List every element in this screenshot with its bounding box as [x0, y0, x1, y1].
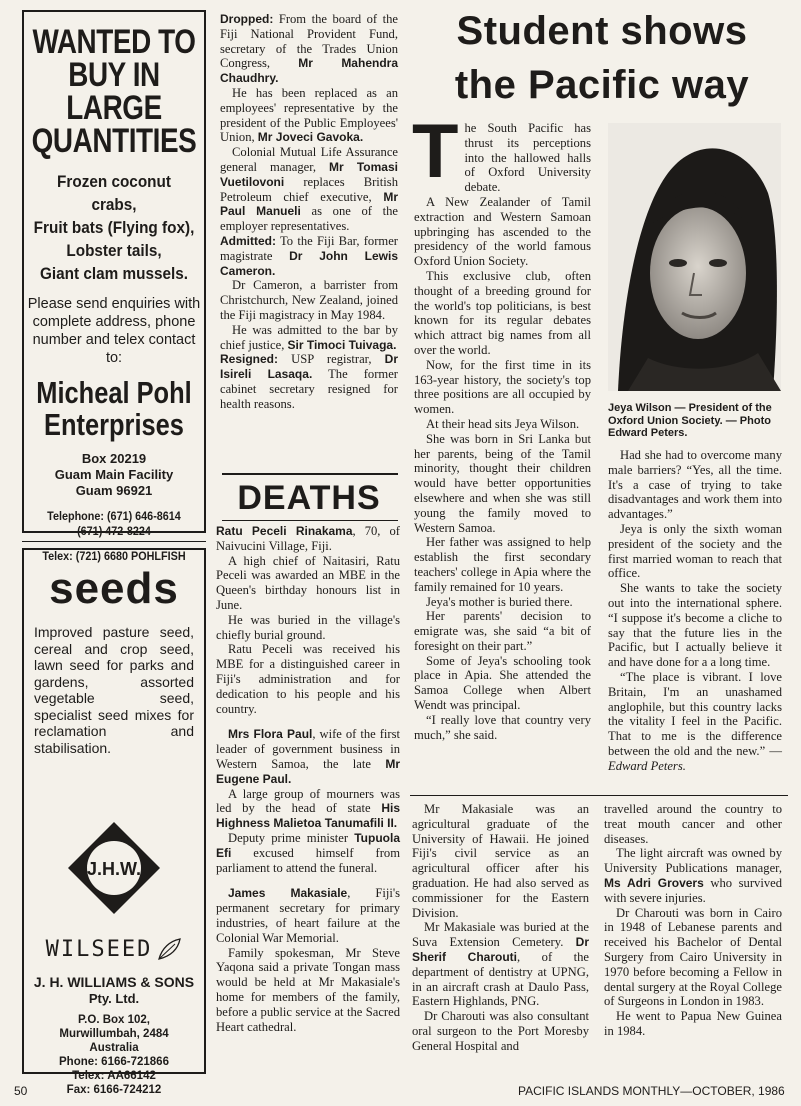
paragraph: “The place is vibrant. I love Britain, I'm an unashamed anglophile, but this country lacks the vitality I feel in the Pacific. That to me is the difference between the old and the new.” — Edward Peters. [608, 669, 782, 773]
ad-wanted-phone: Telephone: (671) 646-8614 (671) 472-8224 [47, 509, 181, 538]
paragraph: Mr Makasiale was an agricultural graduate of the University of Hawaii. He joined Fiji's civil service as an agricultural officer after his graduation. He had also served as commissioner for the Eastern Division. [412, 802, 589, 920]
paragraph: Dr Cameron, a barrister from Christchurch, New Zealand, joined the Fiji magistracy in May 1984. [220, 278, 398, 322]
deaths-rule [222, 473, 398, 475]
paragraph: Mr Makasiale was buried at the Suva Extension Cemetery. Dr Sherif Charouti, of the department of dentistry at UPNG, in an aircraft crash at Daulo Pass, Eastern Highlands, PNG. [412, 920, 590, 1009]
paragraph: Dr Charouti was also consultant oral surgeon to the Port Moresby General Hospital and [412, 1009, 589, 1053]
jhw-logo-text: J.H.W. [86, 859, 142, 879]
paragraph: Had she had to overcome many male barriers? “Yes, all the time. It's a case of trying to take disadvantages and work them into advantages.” [608, 448, 782, 522]
paragraph: He has been replaced as an employees' representative by the president of the Public Employees' Union, Mr Joveci Gavoka. [220, 85, 398, 145]
paragraph: Family spokesman, Mr Steve Yaqona said a private Tongan mass would be held at Mr Makasiale's home for members of the family, before a public service at the Sacred Heart cathedral. [216, 945, 400, 1034]
ad-seeds-address: P.O. Box 102, Murwillumbah, 2484 Australia Phone: 6166-721866 Telex: AA66142 Fax: 6166-724212 [59, 1014, 169, 1096]
deaths-rule [222, 520, 398, 521]
ad-seeds-title: seeds [49, 564, 179, 613]
paragraph: A large group of mourners was led by the head of state His Highness Malietoa Tanumafili II. [216, 786, 400, 831]
ad-divider [22, 541, 206, 542]
paragraph: “I really love that country very much,” she said. [414, 712, 591, 742]
jhw-logo-icon [66, 820, 162, 916]
paragraph: The light aircraft was owned by University Publications manager, Ms Adri Grovers who survived with severe injuries. [604, 846, 782, 905]
paragraph: She was born in Sri Lanka but her parents, being of the Tamil minority, thought their children would have better opportunities elsewhere and when she was still young the family moved to Western Samoa. [414, 431, 591, 535]
paragraph: Jeya's mother is buried there. [426, 594, 573, 609]
ad-seeds [22, 548, 206, 1096]
wilseed-brand [24, 936, 204, 962]
paragraph: A New Zealander of Tamil extraction and Western Samoan upbringing has ascended to the presidency of the world famous Oxford Union Society. [414, 194, 591, 269]
paragraph: She wants to take the society out into the international sphere. “I suppose it's become a cliche to say that the future lies in the Pacific, but I actually believe it and have done for a a long time. [608, 581, 782, 670]
ad-seeds-text: Improved pasture seed, cereal and crop seed, lawn seed for parks and gardens, assorted vegetable seed, specialist seed mixes for reclamation and stabilisation. [34, 624, 194, 756]
page-number: 50 [14, 1084, 28, 1098]
ad-wanted-address: Box 20219 Guam Main Facility Guam 96921 [54, 451, 174, 498]
leaf-icon [156, 936, 182, 962]
ad-seeds-company: J. H. WILLIAMS & SONS [33, 974, 195, 990]
ad-wanted-telex: Telex: (721) 6680 POHLFISH [42, 549, 186, 563]
byline: Edward Peters. [608, 758, 686, 773]
paragraph: At their head sits Jeya Wilson. [426, 416, 580, 431]
appointments-column [220, 12, 398, 412]
paragraph: Deputy prime minister Tupuola Efi excused himself from parliament to attend the funeral. [216, 830, 400, 875]
paragraph: Her parents' decision to emigrate was, she said “a bit of foresight on their part.” [414, 609, 591, 653]
paragraph: He was buried in the village's chiefly burial ground. [216, 612, 400, 642]
resigned-paragraph: Resigned: USP registrar, Dr Isireli Lasaqa. The former cabinet secretary resigned for health reasons. [220, 352, 398, 411]
ad-wanted-enquiry: Please send enquiries with complete address, phone number and telex contact to: [27, 296, 201, 366]
article-headline: Student shows the Pacific way [454, 9, 750, 107]
ad-wanted-firm: Micheal Pohl Enterprises [36, 375, 192, 442]
paragraph: Dr Charouti was born in Cairo in 1948 of Lebanese parents and received his Bachelor of Dental Surgery from Cairo University in 1970 before becoming a Fellow in dental surgery at the Royal College of Surgeons in London in 1983. [604, 905, 782, 1009]
deaths-column [216, 524, 400, 1034]
paragraph: He was admitted to the bar by chief justice, Sir Timoci Tuivaga. [220, 322, 398, 352]
death-notice: James Makasiale, Fiji's permanent secretary for primary industries, of heart failure at the Colonial War Memorial. [216, 886, 400, 945]
paragraph: travelled around the country to treat mouth cancer and other diseases. [604, 802, 782, 846]
dropcap: T [412, 109, 459, 194]
article-lead: The South Pacific has thrust its perceptions into the hallowed halls of Oxford University debate. [412, 109, 591, 195]
ad-wanted [22, 10, 206, 563]
paragraph: Now, for the first time in its 163-year history, the society's top three positions are all occupied by women. [414, 357, 591, 417]
ad-wanted-headline: WANTED TO BUY IN LARGE QUANTITIES [31, 23, 197, 160]
death-notice: Ratu Peceli Rinakama, 70, of Naivucini Village, Fiji. [216, 524, 400, 553]
deaths-heading: DEATHS [237, 479, 381, 517]
paragraph: He went to Papua New Guinea in 1984. [604, 1009, 782, 1038]
makasiale-column [412, 802, 589, 1054]
photo-caption: Jeya Wilson — President of the Oxford Union Society. — Photo Edward Peters. [608, 402, 772, 439]
dropped-paragraph: Dropped: From the board of the Fiji National Provident Fund, secretary of the Trades Union Congress, Mr Mahendra Chaudhry. [220, 12, 398, 86]
portrait-icon [608, 123, 781, 391]
publication-line: PACIFIC ISLANDS MONTHLY—OCTOBER, 1986 [518, 1084, 785, 1098]
paragraph: Some of Jeya's schooling took place in Apia. She attended the Samoa College when Albert Wendt was principal. [414, 653, 591, 713]
paragraph: Colonial Mutual Life Assurance general manager, Mr Tomasi Vuetilovoni replaces British Petroleum chief executive, Mr Paul Manueli as one of the employer representatives. [220, 145, 398, 234]
article-column-2 [608, 448, 782, 774]
charouti-column [604, 802, 782, 1039]
article-column-1 [412, 109, 591, 742]
death-notice: Mrs Flora Paul, wife of the first leader of government business in Western Samoa, the late Mr Eugene Paul. [216, 727, 400, 786]
paragraph: A high chief of Naitasiri, Ratu Peceli was awarded an MBE in the Queen's birthday honours list in June. [216, 553, 400, 612]
paragraph: Her father was assigned to help establish the first secondary teachers' college in Apia where the family remained for 10 years. [414, 535, 591, 594]
section-rule [410, 795, 788, 796]
admitted-paragraph: Admitted: To the Fiji Bar, former magistrate Dr John Lewis Cameron. [220, 233, 398, 278]
paragraph: Jeya is only the sixth woman president of the society and the first married woman to reach that office. [608, 521, 782, 581]
wilseed-word: WILSEED [45, 936, 153, 962]
ad-wanted-goods: Frozen coconut crabs, Fruit bats (Flying fox), Lobster tails, Giant clam mussels. [33, 172, 195, 283]
ad-seeds-pty: Pty. Ltd. [88, 991, 140, 1006]
paragraph: This exclusive club, often thought of a breeding ground for the world's top politicians, is best known for its regular debates which attract big names from all over the world. [414, 268, 591, 357]
portrait-photo [608, 123, 781, 391]
paragraph: Ratu Peceli was received his MBE for a distinguished career in Fiji's administration and for dedication to his people and his country. [216, 642, 400, 716]
